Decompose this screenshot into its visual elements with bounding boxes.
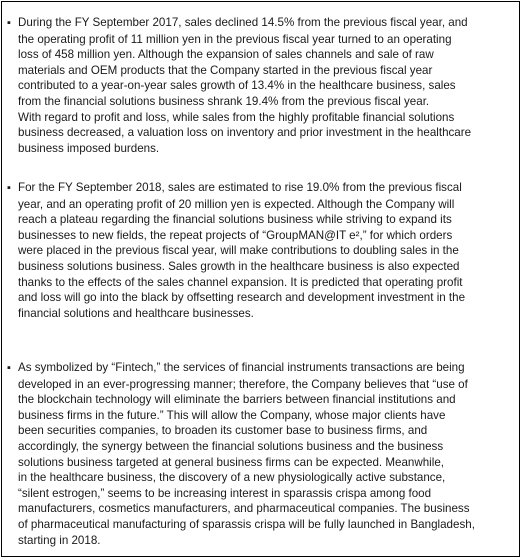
paragraph-line: materials and OEM products that the Company started in the previous fiscal year xyxy=(18,63,433,77)
paragraph-line: in the healthcare business, the discovery of a new physiologically active substance, xyxy=(18,471,446,485)
paragraph-line: “silent estrogen,” seems to be increasing interest in sparassis crispa among food xyxy=(18,486,432,500)
paragraph-first-line xyxy=(7,360,515,377)
paragraph-line: With regard to profit and loss, while sales from the highly profitable financial solutions xyxy=(18,110,455,124)
paragraph-line: financial solutions and healthcare businesses. xyxy=(18,306,254,320)
paragraph-line: and loss will go into the black by offsetting research and development investment in the xyxy=(18,291,466,305)
paragraph-line: business firms in the future.” This will allow the Company, whose major clients have xyxy=(18,408,446,422)
paragraph-line: the operating profit of 11 million yen in the previous fiscal year turned to an operating xyxy=(18,32,452,46)
paragraph-line: thanks to the effects of the sales channel expansion. It is predicted that operating profit xyxy=(18,275,463,289)
paragraph-first-line xyxy=(7,15,515,32)
paragraph-line: business solutions business. Sales growth in the healthcare business is also expected xyxy=(18,259,460,273)
paragraph-line: year, and an operating profit of 20 million yen is expected. Although the Company will xyxy=(18,197,455,211)
paragraph-line: contributed to a year-on-year sales growth of 13.4% in the healthcare business, sales xyxy=(18,79,456,93)
paragraph-fy2018-forecast xyxy=(7,180,515,321)
paragraph-line: developed in an ever-progressing manner; therefore, the Company believes that “use of xyxy=(18,377,468,391)
paragraph-line: starting in 2018. xyxy=(18,533,101,547)
paragraph-line: accordingly, the synergy between the financial solutions business and the business xyxy=(18,439,444,453)
paragraph-line: business imposed burdens. xyxy=(18,141,160,155)
paragraph-line: businesses to new fields, the repeat projects of “GroupMAN@IT e²,” for which orders xyxy=(18,228,453,242)
paragraph-line: During the FY September 2017, sales declined 14.5% from the previous fiscal year, and xyxy=(18,16,468,29)
paragraph-line: solutions business targeted at general business firms can be expected. Meanwhile, xyxy=(18,455,444,469)
paragraph-line: As symbolized by “Fintech,” the services of financial instruments transactions are being xyxy=(18,361,465,374)
paragraph-line: manufacturers, cosmetics manufacturers, and pharmaceutical companies. The business xyxy=(18,502,470,516)
paragraph-line: business decreased, a valuation loss on inventory and prior investment in the healthcare xyxy=(18,126,472,140)
paragraph-fy2017-results xyxy=(7,15,515,156)
bullet-icon: ▪ xyxy=(7,362,11,374)
paragraph-line: the blockchain technology will eliminate the barriers between financial institutions and xyxy=(18,393,456,407)
paragraph-line: loss of 458 million yen. Although the expansion of sales channels and sale of raw xyxy=(18,48,434,62)
paragraph-fintech-outlook xyxy=(7,360,515,548)
text-frame xyxy=(1,1,520,557)
paragraph-line: from the financial solutions business shrank 19.4% from the previous fiscal year. xyxy=(18,94,430,108)
paragraph-line: For the FY September 2018, sales are estimated to rise 19.0% from the previous fiscal xyxy=(18,181,462,194)
paragraph-line: reach a plateau regarding the financial solutions business while striving to expand its xyxy=(18,213,452,227)
paragraph-first-line xyxy=(7,180,515,197)
paragraph-line: been securities companies, to broaden its customer base to business firms, and xyxy=(18,424,428,438)
bullet-icon: ▪ xyxy=(7,17,11,29)
paragraph-line: were placed in the previous fiscal year, will make contributions to doubling sales in the xyxy=(18,244,459,258)
paragraph-line: of pharmaceutical manufacturing of sparassis crispa will be fully launched in Bangladesh, xyxy=(18,517,475,531)
bullet-icon: ▪ xyxy=(7,182,11,194)
